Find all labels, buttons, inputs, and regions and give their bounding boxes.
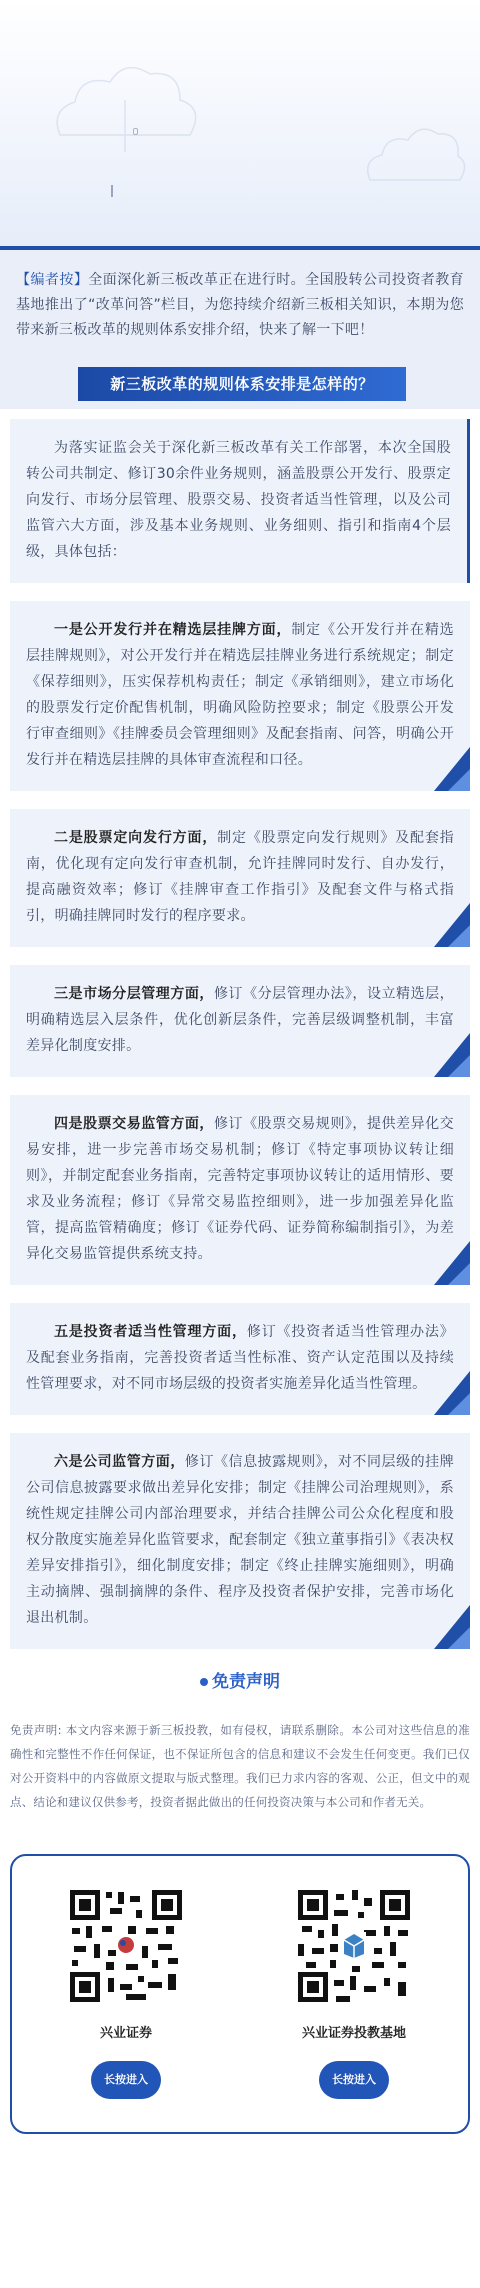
card-lead: 三是市场分层管理方面， xyxy=(54,986,214,1002)
disclaimer-heading xyxy=(0,1667,480,1692)
card-body: 制定《公开发行并在精选层挂牌规则》，对公开发行并在精选层挂牌业务进行系统规定；制定《保荐细则》，压实保荐机构责任；制定《承销细则》，建立市场化的股票发行定价配售机制，明确风险防控要求；制定《股票公开发行审查细则》《挂牌委员会管理细则》及配套指南、问答，明确公开发行并在精选层挂牌的具体审查流程和口径。 xyxy=(26,622,454,768)
cloud-right-decoration xyxy=(360,110,470,200)
card-public-offering xyxy=(10,601,470,791)
article-content xyxy=(0,419,480,1649)
cloud-left-decoration xyxy=(40,40,210,160)
card-directed-offering xyxy=(10,809,470,947)
card-lead: 六是公司监管方面， xyxy=(54,1454,185,1470)
bullet-icon xyxy=(200,1678,208,1686)
disclaimer-text: 免责声明: 本文内容来源于新三板投教，如有侵权，请联系删除。本公司对这些信息的准确性和完整性不作任何保证，也不保证所包含的信息和建议不会发生任何变更。我们已仅对公开资料中的内容做原文提取与版式整理。我们已力求内容的客观、公正，但文中的观点、结论和建议仅供参考，投资者据此做出的任何投资决策与本公司和作者无关。 xyxy=(10,1723,470,1809)
card-body: 修订《信息披露规则》，对不同层级的挂牌公司信息披露要求做出差异化安排；制定《挂牌公司治理规则》，系统性规定挂牌公司内部治理要求，并结合挂牌公司公众化程度和股权分散度实施差异化监管要求，配套制定《独立董事指引》《表决权差异安排指引》，细化制度安排；制定《终止挂牌实施细则》，明确主动摘牌、强制摘牌的条件、程序及投资者保护安排，完善市场化退出机制。 xyxy=(26,1454,455,1626)
card-tier-management xyxy=(10,965,470,1077)
enter-button-left[interactable]: 长按进入 xyxy=(91,2061,161,2099)
header-banner xyxy=(0,0,480,250)
enter-button-right[interactable]: 长按进入 xyxy=(319,2061,389,2099)
qr-column-right xyxy=(279,1886,429,2132)
card-lead: 二是股票定向发行方面， xyxy=(54,830,218,846)
corner-decoration-inner xyxy=(448,1627,470,1649)
qr-label-left: 兴业证券 xyxy=(99,2026,152,2041)
card-body: 制定《股票定向发行规则》及配套指南，优化现有定向发行审查机制，允许挂牌同时发行、自办发行，提高融资效率；修订《挂牌审查工作指引》及配套文件与格式指引，明确挂牌同时发行的程序要求。 xyxy=(26,830,454,924)
corner-decoration-inner xyxy=(448,1055,470,1077)
banner-dot-decoration xyxy=(133,128,138,135)
corner-decoration-inner xyxy=(448,1263,470,1285)
corner-decoration-inner xyxy=(448,1393,470,1415)
qr-column-left xyxy=(51,1886,201,2132)
qr-code-graphic xyxy=(66,1886,186,2006)
qr-label-right: 兴业证券投教基地 xyxy=(301,2026,406,2041)
qr-code-left[interactable] xyxy=(66,1886,186,2006)
qr-code-graphic xyxy=(294,1886,414,2006)
footer-qr-panel xyxy=(10,1854,470,2134)
card-body: 修订《投资者适当性管理办法》及配套业务指南，完善投资者适当性标准、资产认定范围以及持续性管理要求，对不同市场层级的投资者实施差异化适当性管理。 xyxy=(26,1324,455,1392)
intro-paragraph: 为落实证监会关于深化新三板改革有关工作部署，本次全国股转公司共制定、修订30余件业务规则，涵盖股票公开发行、股票定向发行、市场分层管理、股票交易、投资者适当性管理，以及公司监管六大方面，涉及基本业务规则、业务细则、指引和指南4个层级，具体包括： xyxy=(10,419,470,583)
card-lead: 一是公开发行并在精选层挂牌方面， xyxy=(54,622,292,638)
card-lead: 五是投资者适当性管理方面， xyxy=(54,1324,247,1340)
card-body: 修订《股票交易规则》，提供差异化交易安排，进一步完善市场交易机制；修订《特定事项协议转让细则》，并制定配套业务指南，完善特定事项协议转让的适用情形、要求及业务流程；修订《异常交易监控细则》，进一步加强差异化监管，提高监管精确度；修订《证券代码、证券简称编制指引》，为差异化交易监管提供系统支持。 xyxy=(26,1116,454,1262)
qr-code-right[interactable] xyxy=(294,1886,414,2006)
card-lead: 四是股票交易监管方面， xyxy=(54,1116,214,1132)
card-body: 修订《分层管理办法》，设立精选层，明确精选层入层条件，优化创新层条件，完善层级调整机制，丰富差异化制度安排。 xyxy=(26,986,454,1054)
editor-text: 全面深化新三板改革正在进行时。全国股转公司投资者教育基地推出了“改革问答”栏目，为您持续介绍新三板相关知识，本期为您带来新三板改革的规则体系安排介绍，快来了解一下吧！ xyxy=(16,272,464,338)
banner-mark-decoration xyxy=(111,185,113,197)
corner-decoration-inner xyxy=(448,925,470,947)
card-trading-supervision xyxy=(10,1095,470,1285)
disclaimer-heading-text: 免责声明 xyxy=(212,1672,280,1692)
editor-note xyxy=(0,250,480,365)
card-company-supervision xyxy=(10,1433,470,1649)
card-investor-suitability xyxy=(10,1303,470,1415)
section-title-wrap xyxy=(0,365,480,409)
corner-decoration-inner xyxy=(448,769,470,791)
editor-tag: 【编者按】 xyxy=(16,272,89,288)
section-title: 新三板改革的规则体系安排是怎样的？ xyxy=(78,367,406,401)
